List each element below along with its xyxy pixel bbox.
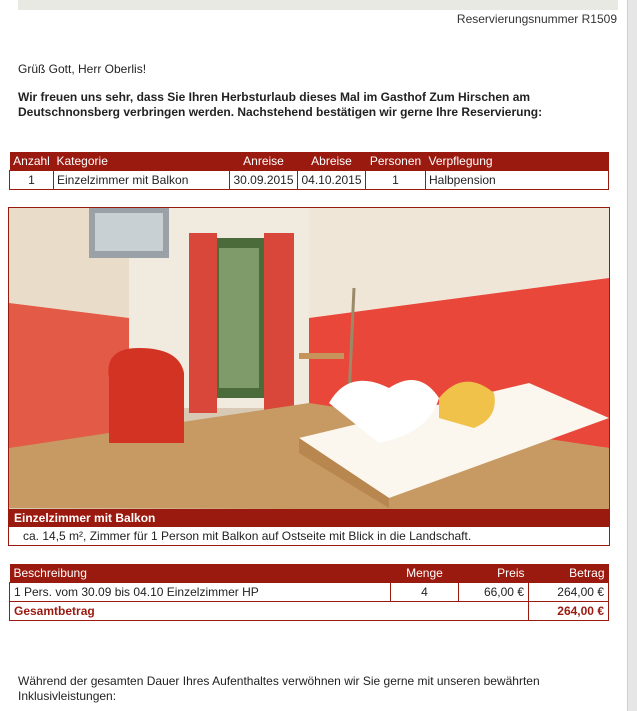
- intro-text: Wir freuen uns sehr, dass Sie Ihren Herbsturlaub dieses Mal im Gasthof Zum Hirschen am Deutschnonsberg verbringen werden. Nachstehend bestätigen wir gerne Ihre Reservierung:: [18, 90, 543, 119]
- cell-betrag: 264,00 €: [529, 583, 609, 602]
- outro-text: Während der gesamten Dauer Ihres Aufenthaltes verwöhnen wir Sie gerne mit unseren bewährten Inklusivleistungen:: [18, 674, 540, 703]
- price-table: [9, 564, 609, 621]
- room-description: ca. 14,5 m², Zimmer für 1 Person mit Balkon auf Ostseite mit Blick in die Landschaft.: [8, 527, 610, 546]
- header-betrag: Betrag: [529, 564, 609, 583]
- table-header-row: [10, 564, 609, 583]
- cell-verpflegung: Halbpension: [426, 171, 609, 190]
- reservation-number: Reservierungsnummer R1509: [456, 12, 617, 26]
- scrollbar[interactable]: [627, 0, 637, 711]
- header-kategorie: Kategorie: [54, 152, 230, 171]
- cell-abreise: 04.10.2015: [298, 171, 366, 190]
- header-anreise: Anreise: [230, 152, 298, 171]
- cell-menge: 4: [391, 583, 459, 602]
- cell-anreise: 30.09.2015: [230, 171, 298, 190]
- table-row: [10, 171, 609, 190]
- header-bar: [18, 0, 618, 10]
- cell-anzahl: 1: [10, 171, 54, 190]
- header-beschreibung: Beschreibung: [10, 564, 391, 583]
- header-abreise: Abreise: [298, 152, 366, 171]
- header-menge: Menge: [391, 564, 459, 583]
- cell-kategorie: Einzelzimmer mit Balkon: [54, 171, 230, 190]
- total-value: 264,00 €: [529, 602, 609, 621]
- table-row: [10, 583, 609, 602]
- total-row: [10, 602, 609, 621]
- room-illustration: [9, 208, 609, 510]
- header-anzahl: Anzahl: [10, 152, 54, 171]
- greeting: Grüß Gott, Herr Oberlis!: [18, 62, 147, 76]
- reservation-table: [9, 152, 609, 190]
- cell-beschreibung: 1 Pers. vom 30.09 bis 04.10 Einzelzimmer HP: [10, 583, 391, 602]
- cell-personen: 1: [366, 171, 426, 190]
- header-personen: Personen: [366, 152, 426, 171]
- total-label: Gesamtbetrag: [10, 602, 529, 621]
- header-preis: Preis: [459, 564, 529, 583]
- room-photo: [8, 207, 610, 511]
- room-title: Einzelzimmer mit Balkon: [8, 509, 610, 527]
- cell-preis: 66,00 €: [459, 583, 529, 602]
- table-header-row: [10, 152, 609, 171]
- header-verpflegung: Verpflegung: [426, 152, 609, 171]
